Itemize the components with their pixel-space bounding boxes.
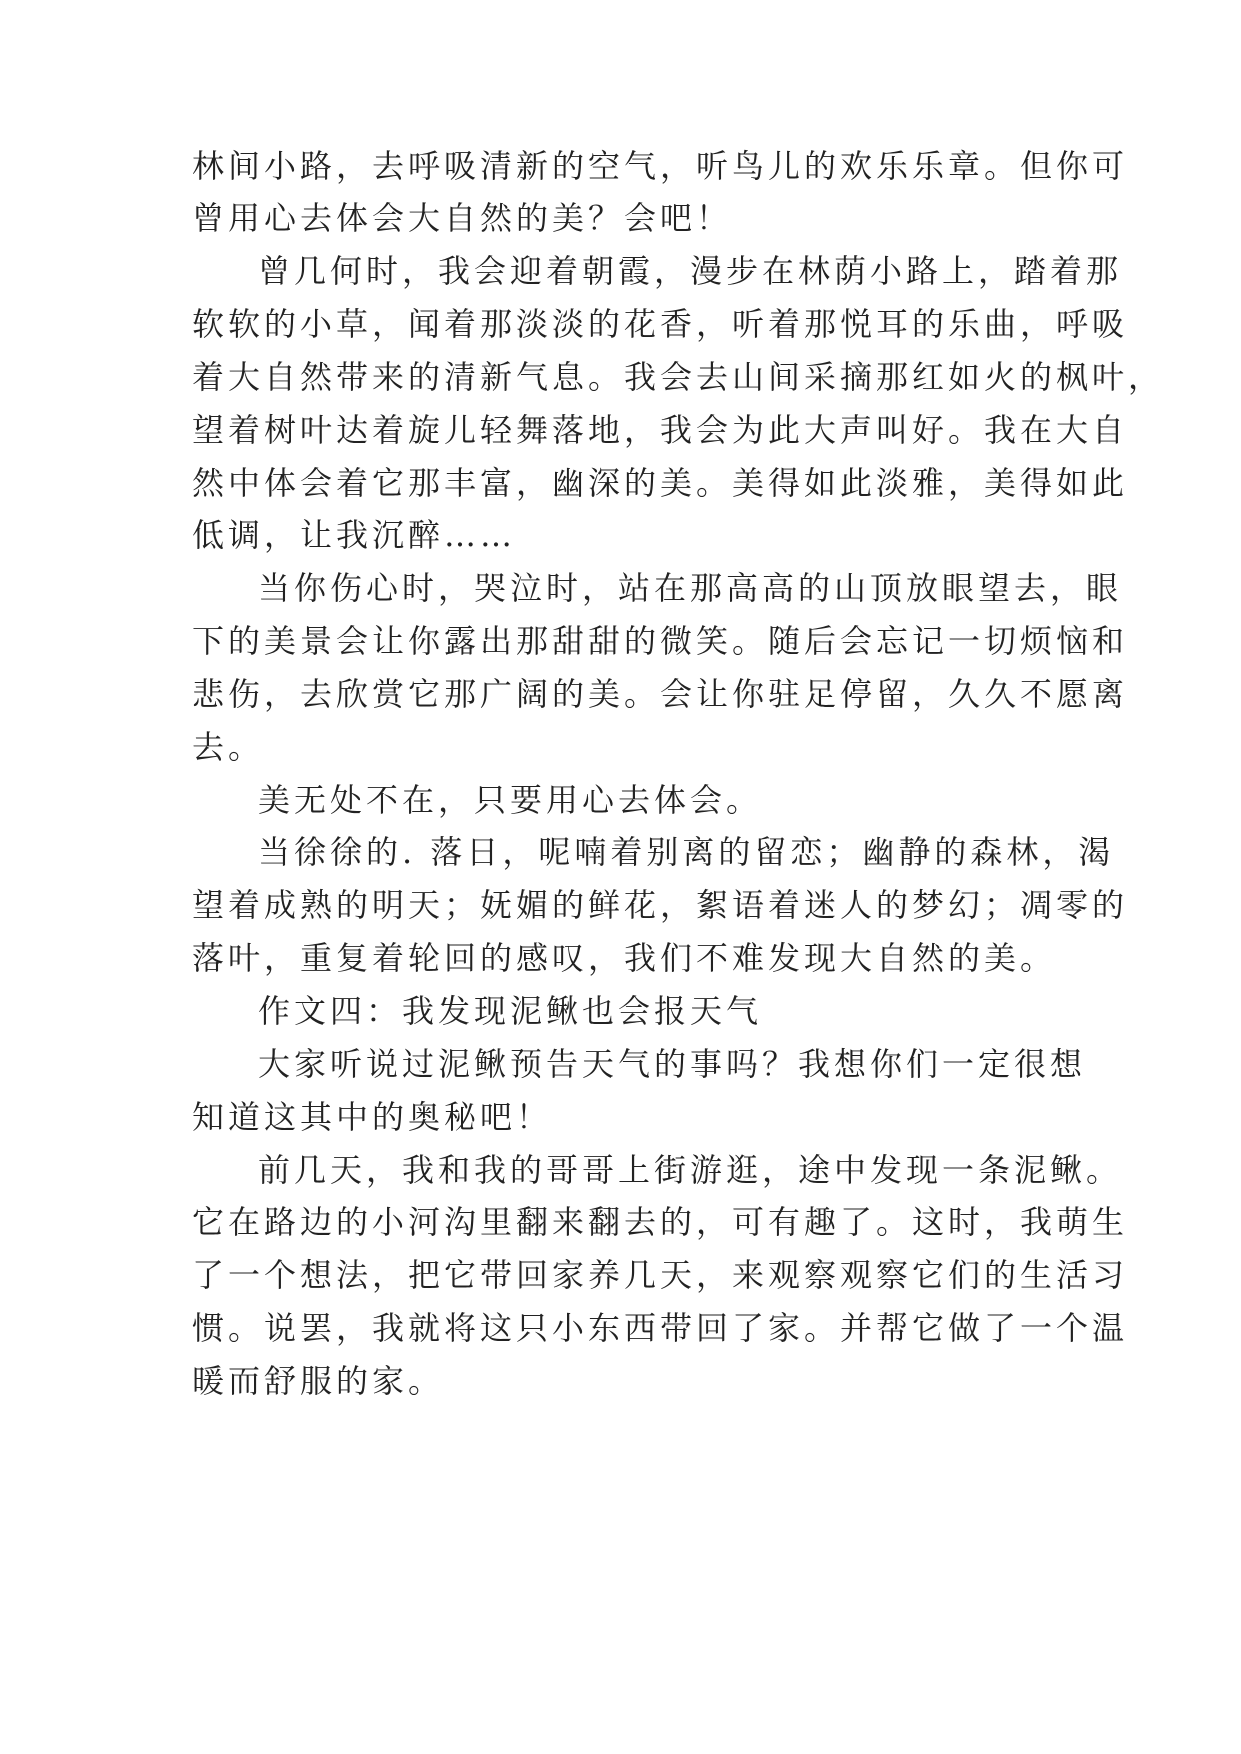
text-line: 悲伤，去欣赏它那广阔的美。会让你驻足停留，久久不愿离	[192, 675, 1129, 713]
text-line: 前几天，我和我的哥哥上街游逛，途中发现一条泥鳅。	[258, 1151, 1123, 1189]
text-line: 知道这其中的奥秘吧！	[192, 1098, 553, 1136]
text-line: 低调，让我沉醉……	[192, 516, 517, 554]
text-line: 下的美景会让你露出那甜甜的微笑。随后会忘记一切烦恼和	[192, 622, 1129, 660]
text-line: 然中体会着它那丰富，幽深的美。美得如此淡雅，美得如此	[192, 464, 1129, 502]
text-line: 了一个想法，把它带回家养几天，来观察观察它们的生活习	[192, 1256, 1129, 1294]
text-line: 望着成熟的明天；妩媚的鲜花，絮语着迷人的梦幻；凋零的	[192, 886, 1129, 924]
text-line: 着大自然带来的清新气息。我会去山间采摘那红如火的枫叶，	[192, 358, 1165, 396]
text-line: 它在路边的小河沟里翻来翻去的，可有趣了。这时，我萌生	[192, 1203, 1129, 1241]
text-line: 林间小路，去呼吸清新的空气，听鸟儿的欢乐乐章。但你可	[192, 147, 1129, 185]
text-line: 望着树叶达着旋儿轻舞落地，我会为此大声叫好。我在大自	[192, 411, 1129, 449]
text-line: 暖而舒服的家。	[192, 1362, 445, 1400]
section-heading: 作文四：我发现泥鳅也会报天气	[258, 992, 763, 1030]
text-line: 曾用心去体会大自然的美？会吧！	[192, 199, 733, 237]
text-line: 曾几何时，我会迎着朝霞，漫步在林荫小路上，踏着那	[258, 252, 1123, 290]
text-line: 惯。说罢，我就将这只小东西带回了家。并帮它做了一个温	[192, 1309, 1129, 1347]
text-line: 当你伤心时，哭泣时，站在那高高的山顶放眼望去，眼	[258, 569, 1123, 607]
text-line: 大家听说过泥鳅预告天气的事吗？我想你们一定很想	[258, 1045, 1087, 1083]
text-line: 软软的小草，闻着那淡淡的花香，听着那悦耳的乐曲，呼吸	[192, 305, 1129, 343]
text-line: 当徐徐的. 落日，呢喃着别离的留恋；幽静的森林，渴	[258, 833, 1115, 871]
text-line: 去。	[192, 728, 265, 766]
text-line: 美无处不在，只要用心去体会。	[258, 781, 763, 819]
text-line: 落叶，重复着轮回的感叹，我们不难发现大自然的美。	[192, 939, 1057, 977]
